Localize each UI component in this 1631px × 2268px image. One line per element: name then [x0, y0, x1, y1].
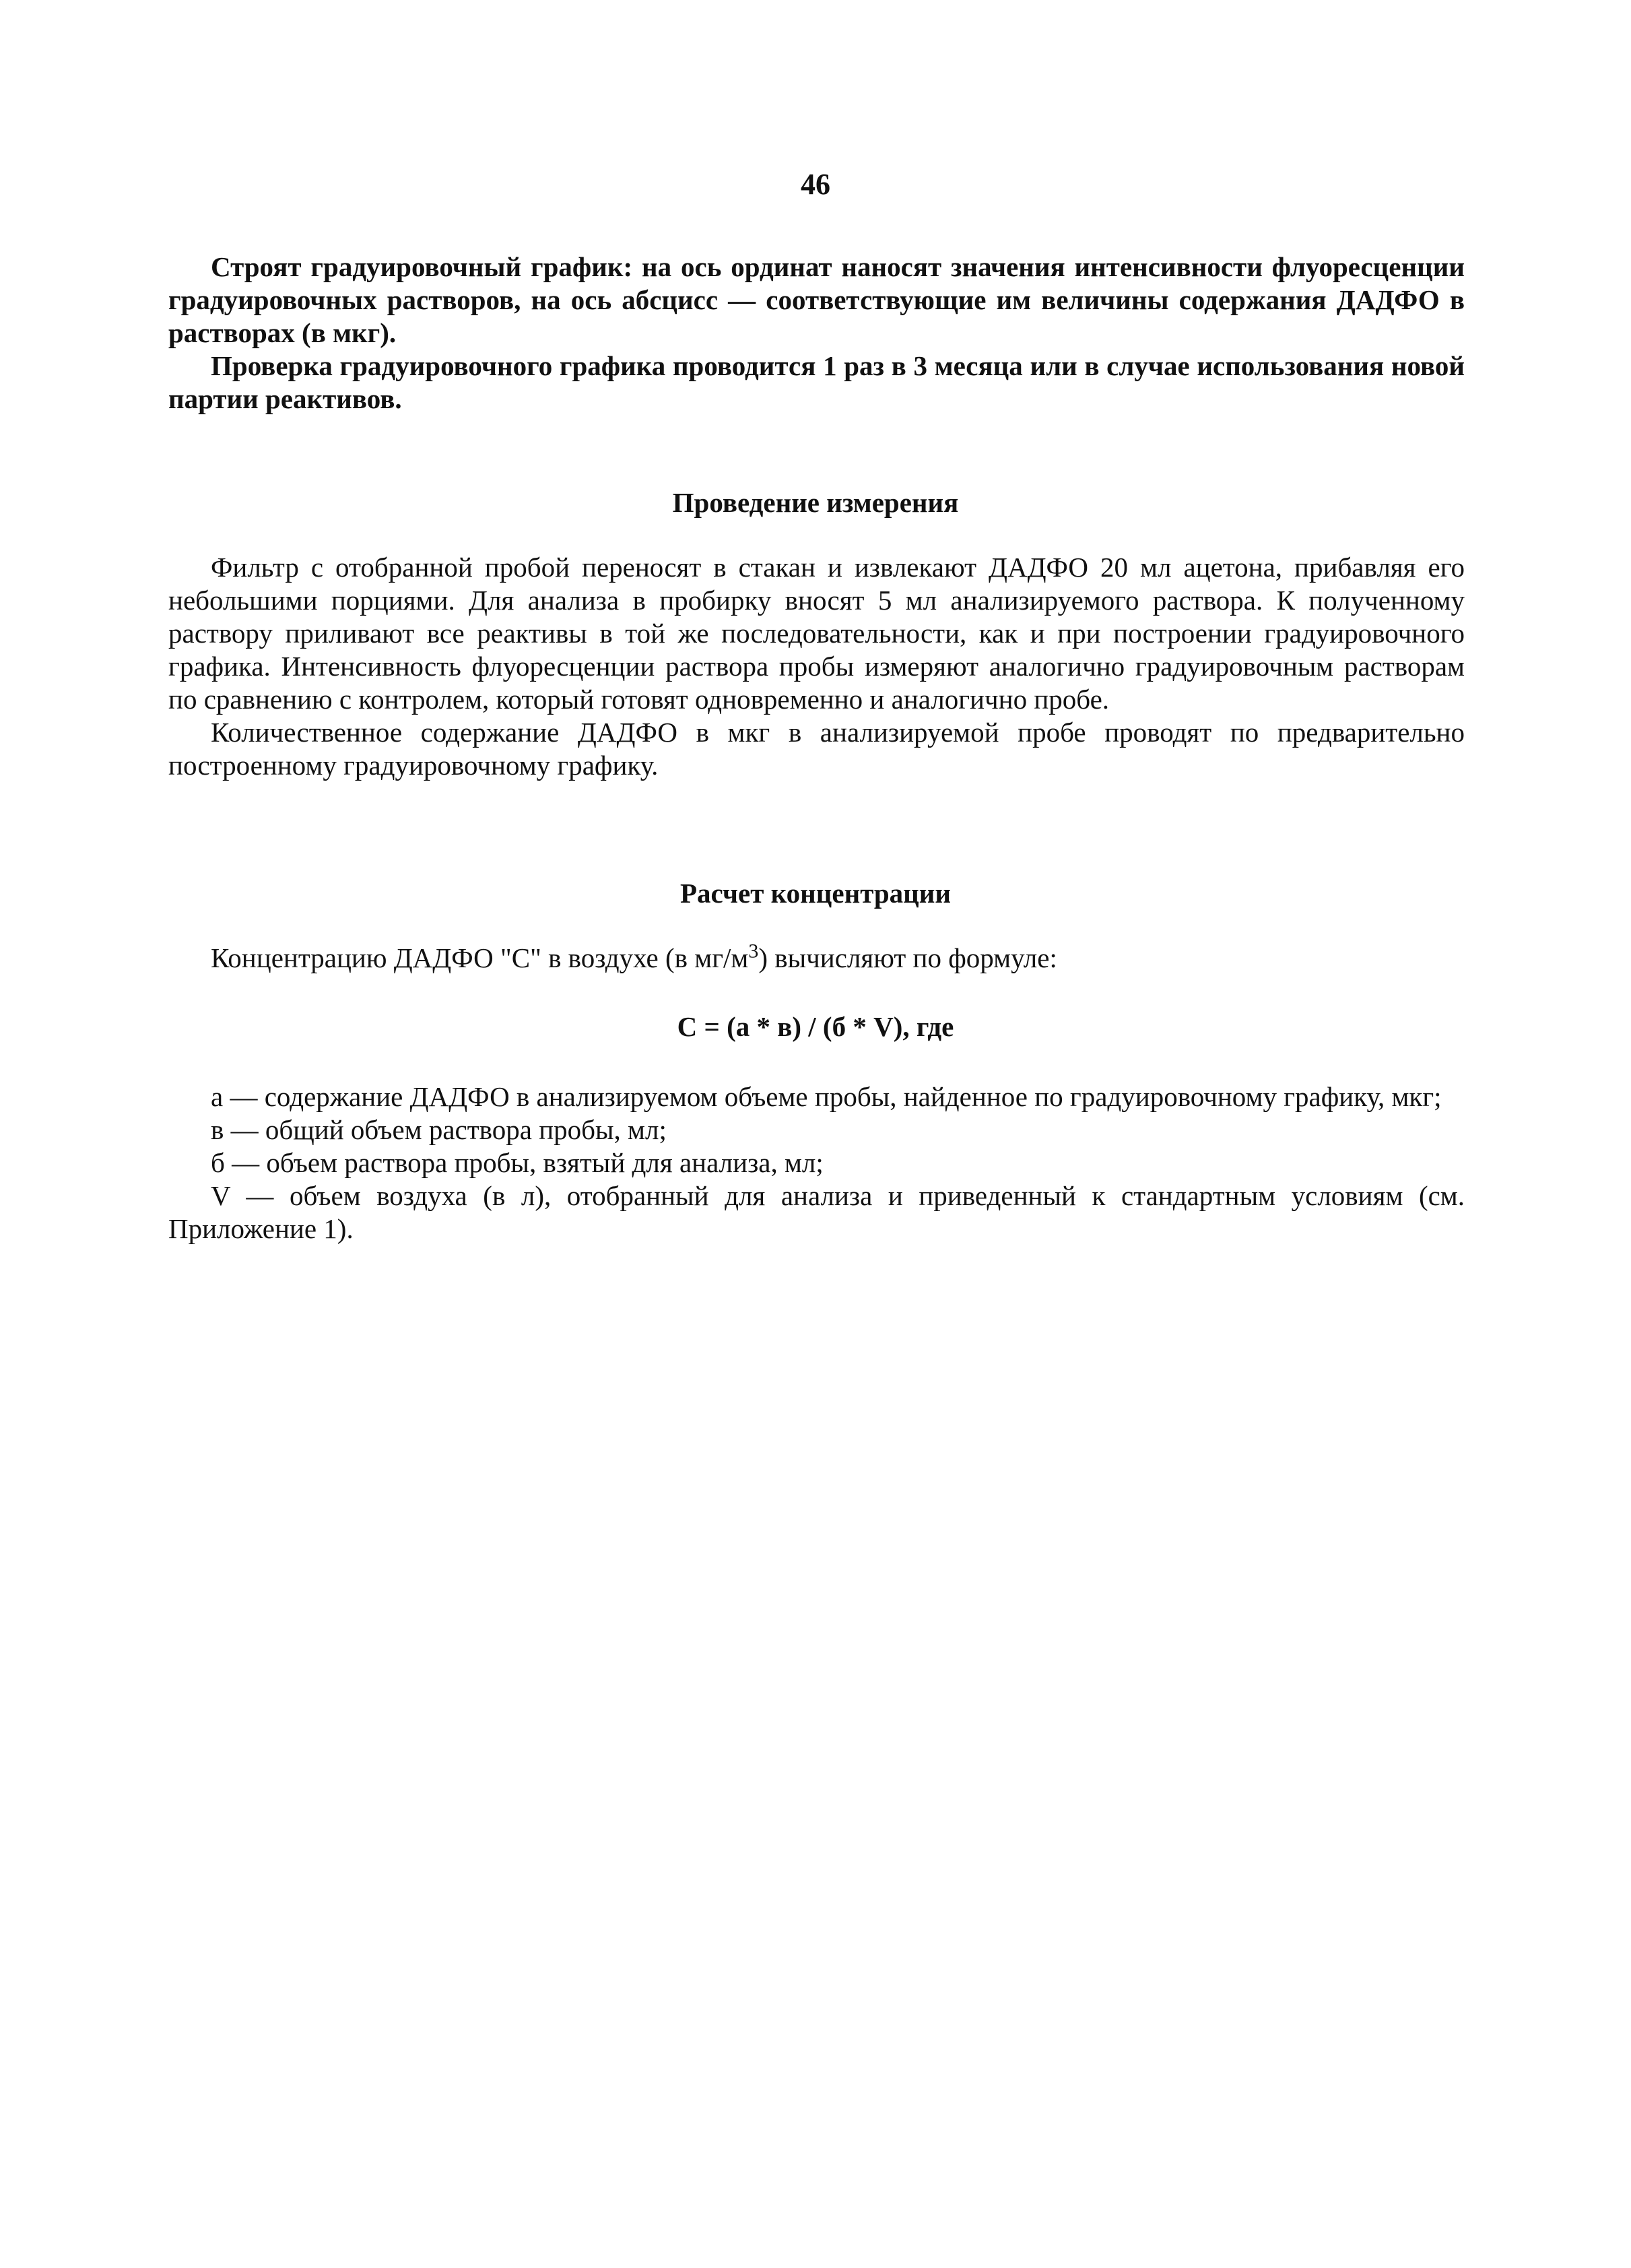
concentration-formula: С = (а * в) / (б * V), где: [677, 1011, 954, 1042]
intro-paragraph-2: Проверка градуировочного графика проводится 1 раз в 3 месяца или в случае использования новой партии реактивов.: [168, 350, 1465, 414]
definition-v-volume: V — объем воздуха (в л), отобранный для анализа и приведенный к стандартным условиям (см. Приложение 1).: [168, 1180, 1465, 1244]
formula-intro: [211, 942, 1465, 975]
definition-b: б — объем раствора пробы, взятый для анализа, мл;: [211, 1147, 824, 1178]
intro-paragraph-1: Строят градуировочный график: на ось ординат наносят значения интенсивности флуоресценции градуировочных растворов, на ось абсцисс — соответствующие им величины содержания ДАДФО в растворах (в мкг).: [168, 251, 1465, 348]
intro-section: [168, 251, 1465, 416]
measurement-section: [168, 551, 1465, 782]
measurement-paragraph-1: Фильтр с отобранной пробой переносят в стакан и извлекают ДАДФО 20 мл ацетона, прибавляя его небольшими порциями. Для анализа в пробирку вносят 5 мл анализируемого раствора. К полученному раствору приливают все реактивы в той же последовательности, как и при построении градуировочного графика. Интенсивность флуоресценции раствора пробы измеряют аналогично градуировочным растворам по сравнению с контролем, который готовят одновременно и аналогично пробе.: [168, 552, 1465, 715]
formula-intro-tail: ) вычисляют по формуле:: [758, 942, 1057, 973]
formula-intro-text: Концентрацию ДАДФО "С" в воздухе (в мг/м: [211, 942, 749, 973]
page-number: 46: [801, 168, 830, 201]
calculation-heading: Расчет концентрации: [679, 878, 952, 909]
measurement-paragraph-2: Количественное содержание ДАДФО в мкг в анализируемой пробе проводят по предварительно построенному градуировочному графику.: [168, 717, 1465, 781]
formula-definitions: [168, 1080, 1465, 1245]
cubic-superscript: 3: [748, 940, 759, 963]
definition-a: а — содержание ДАДФО в анализируемом объеме пробы, найденное по градуировочному графику, мкг;: [211, 1081, 1442, 1112]
measurement-heading: Проведение измерения: [672, 487, 959, 518]
definition-v-lower: в — общий объем раствора пробы, мл;: [211, 1114, 667, 1145]
